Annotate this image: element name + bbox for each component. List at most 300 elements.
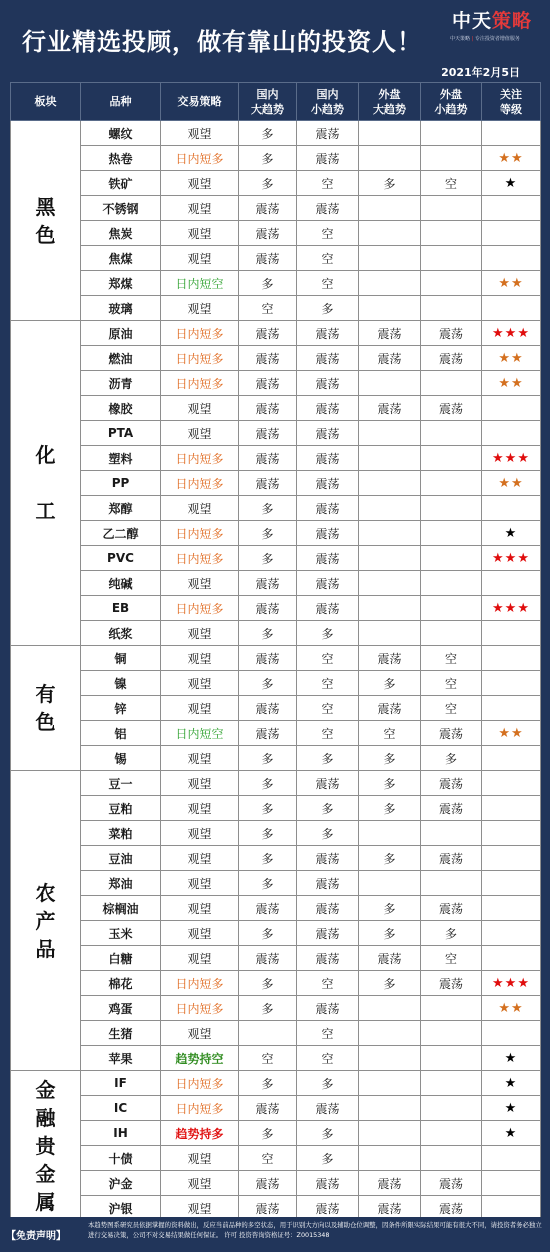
- domestic-major-trend-cell: 多: [239, 1071, 297, 1096]
- foreign-major-trend-cell: [359, 1121, 421, 1146]
- foreign-major-trend-cell: [359, 521, 421, 546]
- attention-stars-cell: ★★★: [482, 971, 541, 996]
- table-row: [11, 371, 541, 396]
- attention-stars-cell: [482, 896, 541, 921]
- attention-stars-cell: ★★: [482, 371, 541, 396]
- sector-label: 农 产 品: [11, 771, 81, 1071]
- domestic-major-trend-cell: 多: [239, 671, 297, 696]
- domestic-minor-trend-cell: 震荡: [297, 846, 359, 871]
- domestic-minor-trend-cell: 震荡: [297, 321, 359, 346]
- foreign-major-trend-cell: 多: [359, 771, 421, 796]
- table-row: [11, 496, 541, 521]
- table-row: [11, 971, 541, 996]
- logo-sub-b: 专注投资者增值服务: [474, 36, 520, 42]
- brand-logo: [450, 6, 546, 42]
- variety-cell: 鸡蛋: [81, 996, 161, 1021]
- table-row: [11, 846, 541, 871]
- attention-stars-cell: ★: [482, 171, 541, 196]
- foreign-major-trend-cell: 多: [359, 671, 421, 696]
- table-row: [11, 1096, 541, 1121]
- strategy-cell: 日内短多: [161, 146, 239, 171]
- foreign-major-trend-cell: [359, 496, 421, 521]
- table-row: [11, 1121, 541, 1146]
- domestic-major-trend-cell: 震荡: [239, 371, 297, 396]
- attention-stars-cell: [482, 796, 541, 821]
- foreign-minor-trend-cell: [421, 1021, 482, 1046]
- foreign-minor-trend-cell: 震荡: [421, 971, 482, 996]
- strategy-cell: 日内短多: [161, 971, 239, 996]
- foreign-minor-trend-cell: [421, 196, 482, 221]
- strategy-cell: 观望: [161, 696, 239, 721]
- variety-cell: 棕榈油: [81, 896, 161, 921]
- domestic-major-trend-cell: 震荡: [239, 571, 297, 596]
- foreign-minor-trend-cell: [421, 621, 482, 646]
- table-row: [11, 596, 541, 621]
- foreign-minor-trend-cell: 震荡: [421, 896, 482, 921]
- foreign-major-trend-cell: [359, 371, 421, 396]
- strategy-cell: 日内短多: [161, 321, 239, 346]
- foreign-major-trend-cell: 多: [359, 171, 421, 196]
- logo-tagline: [450, 35, 520, 42]
- variety-cell: 纯碱: [81, 571, 161, 596]
- strategy-cell: 观望: [161, 671, 239, 696]
- domestic-minor-trend-cell: 空: [297, 246, 359, 271]
- foreign-major-trend-cell: 震荡: [359, 1196, 421, 1221]
- foreign-minor-trend-cell: [421, 446, 482, 471]
- variety-cell: PVC: [81, 546, 161, 571]
- foreign-minor-trend-cell: 多: [421, 746, 482, 771]
- variety-cell: 塑料: [81, 446, 161, 471]
- table-row: [11, 696, 541, 721]
- domestic-major-trend-cell: [239, 1021, 297, 1046]
- domestic-major-trend-cell: 多: [239, 271, 297, 296]
- domestic-minor-trend-cell: 多: [297, 296, 359, 321]
- domestic-minor-trend-cell: 震荡: [297, 996, 359, 1021]
- variety-cell: 豆油: [81, 846, 161, 871]
- strategy-cell: 观望: [161, 921, 239, 946]
- domestic-minor-trend-cell: 震荡: [297, 871, 359, 896]
- domestic-major-trend-cell: 震荡: [239, 471, 297, 496]
- table-row: [11, 946, 541, 971]
- domestic-minor-trend-cell: 震荡: [297, 396, 359, 421]
- strategy-cell: 日内短多: [161, 521, 239, 546]
- foreign-major-trend-cell: 震荡: [359, 1171, 421, 1196]
- attention-stars-cell: [482, 946, 541, 971]
- table-row: [11, 1021, 541, 1046]
- domestic-major-trend-cell: 多: [239, 796, 297, 821]
- domestic-major-trend-cell: 震荡: [239, 321, 297, 346]
- domestic-major-trend-cell: 震荡: [239, 1096, 297, 1121]
- foreign-minor-trend-cell: [421, 871, 482, 896]
- strategy-cell: 观望: [161, 846, 239, 871]
- strategy-cell: 观望: [161, 1021, 239, 1046]
- strategy-cell: 观望: [161, 621, 239, 646]
- logo-text-b: 策略: [492, 10, 533, 32]
- table-row: [11, 546, 541, 571]
- foreign-major-trend-cell: 空: [359, 721, 421, 746]
- domestic-major-trend-cell: 震荡: [239, 446, 297, 471]
- foreign-major-trend-cell: 震荡: [359, 321, 421, 346]
- domestic-minor-trend-cell: 震荡: [297, 1196, 359, 1221]
- foreign-major-trend-cell: 震荡: [359, 946, 421, 971]
- domestic-minor-trend-cell: 多: [297, 746, 359, 771]
- page-title: 行业精选投顾，做有靠山的投资人！: [22, 28, 422, 56]
- foreign-minor-trend-cell: [421, 1071, 482, 1096]
- foreign-minor-trend-cell: [421, 1096, 482, 1121]
- foreign-major-trend-cell: [359, 271, 421, 296]
- variety-cell: 锌: [81, 696, 161, 721]
- logo-text-a: 中天: [452, 10, 493, 32]
- variety-cell: 燃油: [81, 346, 161, 371]
- domestic-minor-trend-cell: 空: [297, 1046, 359, 1071]
- domestic-major-trend-cell: 空: [239, 1046, 297, 1071]
- domestic-minor-trend-cell: 多: [297, 796, 359, 821]
- variety-cell: 镍: [81, 671, 161, 696]
- foreign-major-trend-cell: [359, 421, 421, 446]
- foreign-major-trend-cell: 震荡: [359, 696, 421, 721]
- table-row: [11, 421, 541, 446]
- attention-stars-cell: [482, 771, 541, 796]
- variety-cell: 热卷: [81, 146, 161, 171]
- strategy-cell: 日内短空: [161, 271, 239, 296]
- variety-cell: 玉米: [81, 921, 161, 946]
- disclaimer-label: 【免责声明】: [6, 1231, 66, 1242]
- attention-stars-cell: ★: [482, 1071, 541, 1096]
- variety-cell: 锡: [81, 746, 161, 771]
- variety-cell: 乙二醇: [81, 521, 161, 546]
- attention-stars-cell: [482, 396, 541, 421]
- table-row: [11, 671, 541, 696]
- variety-cell: 原油: [81, 321, 161, 346]
- strategy-cell: 观望: [161, 171, 239, 196]
- sector-label: 化 工: [11, 321, 81, 646]
- foreign-minor-trend-cell: 空: [421, 696, 482, 721]
- strategy-cell: 观望: [161, 246, 239, 271]
- foreign-minor-trend-cell: [421, 546, 482, 571]
- table-row: [11, 896, 541, 921]
- strategy-cell: 日内短多: [161, 1071, 239, 1096]
- domestic-minor-trend-cell: 空: [297, 696, 359, 721]
- foreign-minor-trend-cell: [421, 1146, 482, 1171]
- table-row: [11, 471, 541, 496]
- foreign-minor-trend-cell: 空: [421, 646, 482, 671]
- domestic-major-trend-cell: 震荡: [239, 1171, 297, 1196]
- domestic-minor-trend-cell: 空: [297, 721, 359, 746]
- attention-stars-cell: ★★★: [482, 321, 541, 346]
- table-row: [11, 321, 541, 346]
- domestic-minor-trend-cell: 震荡: [297, 421, 359, 446]
- attention-stars-cell: [482, 296, 541, 321]
- variety-cell: 螺纹: [81, 121, 161, 146]
- attention-stars-cell: [482, 421, 541, 446]
- foreign-minor-trend-cell: 震荡: [421, 846, 482, 871]
- domestic-minor-trend-cell: 震荡: [297, 571, 359, 596]
- variety-cell: 焦煤: [81, 246, 161, 271]
- domestic-major-trend-cell: 震荡: [239, 346, 297, 371]
- foreign-major-trend-cell: [359, 121, 421, 146]
- domestic-minor-trend-cell: 震荡: [297, 521, 359, 546]
- strategy-cell: 观望: [161, 221, 239, 246]
- sector-label: 金 融 贵 金 属: [11, 1071, 81, 1221]
- foreign-major-trend-cell: [359, 1096, 421, 1121]
- domestic-major-trend-cell: 震荡: [239, 896, 297, 921]
- report-date: 2021年2月5日: [441, 66, 520, 79]
- variety-cell: 十债: [81, 1146, 161, 1171]
- foreign-minor-trend-cell: 空: [421, 171, 482, 196]
- foreign-minor-trend-cell: [421, 571, 482, 596]
- foreign-major-trend-cell: [359, 196, 421, 221]
- foreign-major-trend-cell: [359, 1021, 421, 1046]
- attention-stars-cell: ★★: [482, 471, 541, 496]
- sector-label: 有 色: [11, 646, 81, 771]
- variety-cell: 焦炭: [81, 221, 161, 246]
- table-row: [11, 871, 541, 896]
- attention-stars-cell: ★: [482, 1096, 541, 1121]
- table-row: [11, 221, 541, 246]
- domestic-minor-trend-cell: 震荡: [297, 446, 359, 471]
- variety-cell: 豆粕: [81, 796, 161, 821]
- table-row: [11, 246, 541, 271]
- domestic-major-trend-cell: 震荡: [239, 646, 297, 671]
- domestic-minor-trend-cell: 震荡: [297, 596, 359, 621]
- foreign-minor-trend-cell: 震荡: [421, 1171, 482, 1196]
- domestic-minor-trend-cell: 多: [297, 1121, 359, 1146]
- domestic-major-trend-cell: 多: [239, 146, 297, 171]
- strategy-cell: 日内短多: [161, 371, 239, 396]
- domestic-major-trend-cell: 震荡: [239, 1196, 297, 1221]
- table-row: [11, 446, 541, 471]
- table-row: [11, 1146, 541, 1171]
- strategy-cell: 观望: [161, 821, 239, 846]
- strategy-cell: 日内短多: [161, 546, 239, 571]
- strategy-cell: 日内短多: [161, 471, 239, 496]
- strategy-cell: 日内短多: [161, 1096, 239, 1121]
- header-strategy: 交易策略: [161, 83, 239, 121]
- header-sector: 板块: [11, 83, 81, 121]
- table-row: [11, 1171, 541, 1196]
- foreign-minor-trend-cell: [421, 296, 482, 321]
- attention-stars-cell: ★★: [482, 146, 541, 171]
- header-variety: 品种: [81, 83, 161, 121]
- foreign-major-trend-cell: [359, 1071, 421, 1096]
- domestic-minor-trend-cell: 震荡: [297, 196, 359, 221]
- domestic-major-trend-cell: 空: [239, 1146, 297, 1171]
- foreign-major-trend-cell: [359, 821, 421, 846]
- domestic-major-trend-cell: 震荡: [239, 246, 297, 271]
- table-body: [11, 121, 541, 1221]
- foreign-major-trend-cell: [359, 446, 421, 471]
- strategy-cell: 日内短多: [161, 596, 239, 621]
- foreign-major-trend-cell: [359, 1046, 421, 1071]
- table-row: [11, 146, 541, 171]
- strategy-cell: 日内短多: [161, 346, 239, 371]
- attention-stars-cell: [482, 746, 541, 771]
- foreign-minor-trend-cell: 空: [421, 671, 482, 696]
- domestic-minor-trend-cell: 震荡: [297, 471, 359, 496]
- attention-stars-cell: ★★★: [482, 596, 541, 621]
- attention-stars-cell: [482, 1171, 541, 1196]
- foreign-minor-trend-cell: 震荡: [421, 796, 482, 821]
- variety-cell: 铜: [81, 646, 161, 671]
- domestic-major-trend-cell: 震荡: [239, 421, 297, 446]
- variety-cell: 白糖: [81, 946, 161, 971]
- domestic-major-trend-cell: 多: [239, 521, 297, 546]
- variety-cell: 沥青: [81, 371, 161, 396]
- strategy-cell: 观望: [161, 1146, 239, 1171]
- strategy-cell: 日内短多: [161, 446, 239, 471]
- attention-stars-cell: [482, 246, 541, 271]
- table-row: [11, 521, 541, 546]
- foreign-major-trend-cell: [359, 246, 421, 271]
- strategy-cell: 观望: [161, 871, 239, 896]
- disclaimer-text: 本趋势图系研究员依据掌握的资料做出，反应当前品种的多空状态，用于识别大方向以及辅助仓位调整，因条件所限实际结果可能有很大不同，请投资者务必独立进行交易决策，公司不对交易结果做任何保证。 许可 投资咨询资格证号：Z0015348: [88, 1221, 542, 1239]
- strategy-cell: 日内短空: [161, 721, 239, 746]
- strategy-cell: 观望: [161, 946, 239, 971]
- attention-stars-cell: ★★★: [482, 446, 541, 471]
- domestic-minor-trend-cell: 空: [297, 221, 359, 246]
- domestic-major-trend-cell: 多: [239, 996, 297, 1021]
- table-row: [11, 346, 541, 371]
- variety-cell: 橡胶: [81, 396, 161, 421]
- domestic-major-trend-cell: 震荡: [239, 396, 297, 421]
- foreign-minor-trend-cell: 空: [421, 946, 482, 971]
- attention-stars-cell: ★★: [482, 721, 541, 746]
- domestic-minor-trend-cell: 震荡: [297, 121, 359, 146]
- strategy-cell: 观望: [161, 571, 239, 596]
- table-row: [11, 821, 541, 846]
- attention-stars-cell: [482, 671, 541, 696]
- attention-stars-cell: [482, 571, 541, 596]
- strategy-cell: 观望: [161, 771, 239, 796]
- table-row: [11, 171, 541, 196]
- variety-cell: PTA: [81, 421, 161, 446]
- variety-cell: 生猪: [81, 1021, 161, 1046]
- attention-stars-cell: [482, 846, 541, 871]
- foreign-major-trend-cell: [359, 571, 421, 596]
- header-domestic-minor: 国内 小趋势: [297, 83, 359, 121]
- strategy-cell: 观望: [161, 1196, 239, 1221]
- strategy-cell: 观望: [161, 196, 239, 221]
- variety-cell: 铁矿: [81, 171, 161, 196]
- variety-cell: 沪金: [81, 1171, 161, 1196]
- table-row: [11, 921, 541, 946]
- foreign-minor-trend-cell: 震荡: [421, 721, 482, 746]
- variety-cell: 纸浆: [81, 621, 161, 646]
- strategy-cell: 观望: [161, 646, 239, 671]
- variety-cell: IC: [81, 1096, 161, 1121]
- attention-stars-cell: [482, 1146, 541, 1171]
- variety-cell: EB: [81, 596, 161, 621]
- domestic-major-trend-cell: 震荡: [239, 721, 297, 746]
- domestic-major-trend-cell: 空: [239, 296, 297, 321]
- foreign-major-trend-cell: [359, 871, 421, 896]
- foreign-major-trend-cell: 多: [359, 746, 421, 771]
- variety-cell: IF: [81, 1071, 161, 1096]
- table-row: [11, 1046, 541, 1071]
- foreign-minor-trend-cell: 多: [421, 921, 482, 946]
- variety-cell: PP: [81, 471, 161, 496]
- domestic-minor-trend-cell: 震荡: [297, 921, 359, 946]
- attention-stars-cell: [482, 121, 541, 146]
- domestic-minor-trend-cell: 震荡: [297, 771, 359, 796]
- domestic-major-trend-cell: 多: [239, 971, 297, 996]
- variety-cell: 菜粕: [81, 821, 161, 846]
- domestic-minor-trend-cell: 多: [297, 1146, 359, 1171]
- domestic-minor-trend-cell: 震荡: [297, 346, 359, 371]
- domestic-minor-trend-cell: 震荡: [297, 146, 359, 171]
- foreign-major-trend-cell: 多: [359, 846, 421, 871]
- domestic-major-trend-cell: 多: [239, 846, 297, 871]
- domestic-major-trend-cell: 多: [239, 821, 297, 846]
- variety-cell: 苹果: [81, 1046, 161, 1071]
- table-row: [11, 121, 541, 146]
- table-row: [11, 646, 541, 671]
- domestic-major-trend-cell: 多: [239, 621, 297, 646]
- domestic-major-trend-cell: 多: [239, 746, 297, 771]
- variety-cell: 郑煤: [81, 271, 161, 296]
- variety-cell: 棉花: [81, 971, 161, 996]
- foreign-minor-trend-cell: [421, 821, 482, 846]
- strategy-cell: 观望: [161, 1171, 239, 1196]
- logo-sep: |: [470, 36, 475, 42]
- attention-stars-cell: ★★: [482, 271, 541, 296]
- table-row: [11, 396, 541, 421]
- domestic-major-trend-cell: 多: [239, 171, 297, 196]
- foreign-major-trend-cell: 震荡: [359, 346, 421, 371]
- attention-stars-cell: [482, 496, 541, 521]
- foreign-major-trend-cell: 多: [359, 971, 421, 996]
- disclaimer-bar: [0, 1217, 550, 1252]
- attention-stars-cell: ★★: [482, 346, 541, 371]
- right-frame: [540, 82, 550, 1217]
- domestic-minor-trend-cell: 多: [297, 821, 359, 846]
- table-row: [11, 721, 541, 746]
- domestic-major-trend-cell: 多: [239, 546, 297, 571]
- header-foreign-major: 外盘 大趋势: [359, 83, 421, 121]
- foreign-minor-trend-cell: 震荡: [421, 346, 482, 371]
- variety-cell: 豆一: [81, 771, 161, 796]
- sector-label: 黑 色: [11, 121, 81, 321]
- attention-stars-cell: ★★: [482, 996, 541, 1021]
- domestic-minor-trend-cell: 空: [297, 271, 359, 296]
- foreign-major-trend-cell: [359, 546, 421, 571]
- table-row: [11, 621, 541, 646]
- foreign-minor-trend-cell: 震荡: [421, 321, 482, 346]
- header-domestic-major: 国内 大趋势: [239, 83, 297, 121]
- header-banner: [0, 0, 550, 82]
- foreign-minor-trend-cell: [421, 121, 482, 146]
- domestic-minor-trend-cell: 震荡: [297, 546, 359, 571]
- domestic-minor-trend-cell: 空: [297, 671, 359, 696]
- strategy-cell: 趋势持多: [161, 1121, 239, 1146]
- foreign-major-trend-cell: 多: [359, 921, 421, 946]
- strategy-cell: 观望: [161, 796, 239, 821]
- domestic-major-trend-cell: 多: [239, 1121, 297, 1146]
- attention-stars-cell: [482, 821, 541, 846]
- strategy-cell: 观望: [161, 746, 239, 771]
- foreign-major-trend-cell: [359, 221, 421, 246]
- foreign-minor-trend-cell: [421, 146, 482, 171]
- attention-stars-cell: [482, 1021, 541, 1046]
- domestic-major-trend-cell: 震荡: [239, 596, 297, 621]
- foreign-major-trend-cell: 震荡: [359, 396, 421, 421]
- table-header-row: [11, 83, 541, 121]
- foreign-major-trend-cell: [359, 1146, 421, 1171]
- domestic-minor-trend-cell: 空: [297, 646, 359, 671]
- domestic-major-trend-cell: 震荡: [239, 946, 297, 971]
- domestic-major-trend-cell: 多: [239, 496, 297, 521]
- domestic-minor-trend-cell: 震荡: [297, 371, 359, 396]
